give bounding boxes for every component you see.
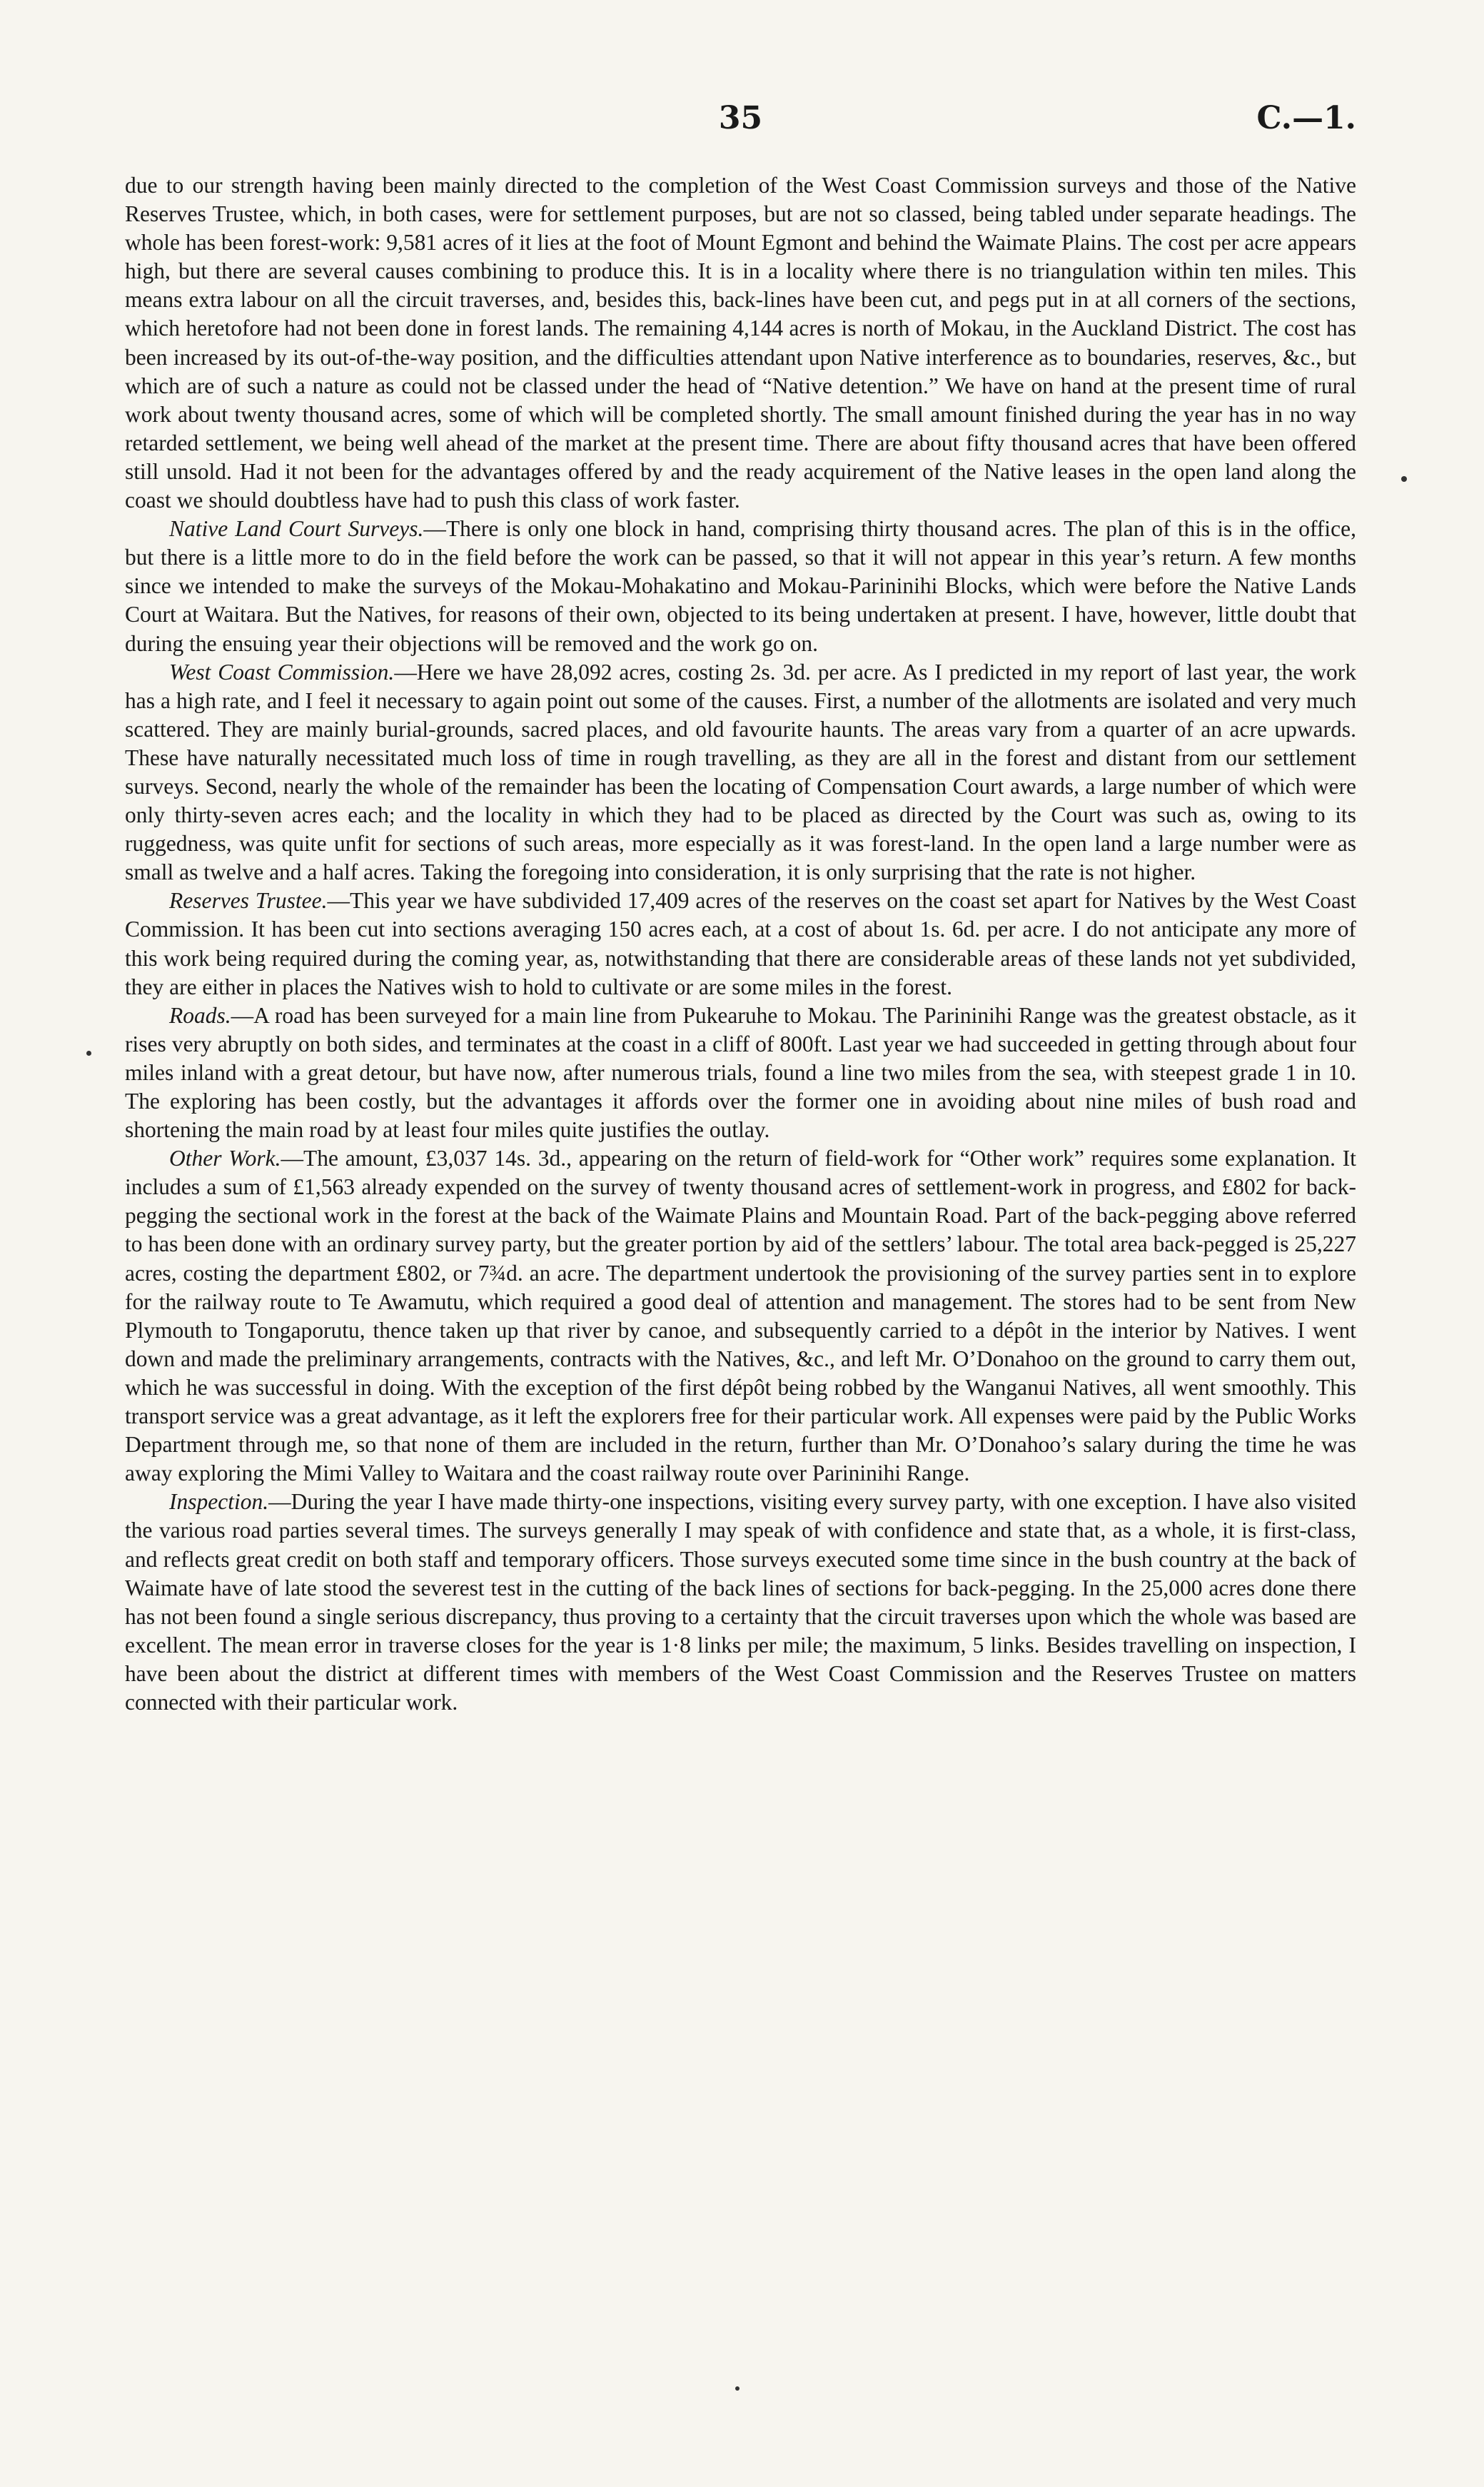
paragraph-heading: Reserves Trustee. — [169, 888, 328, 914]
paragraph-heading: Inspection. — [169, 1489, 269, 1515]
paragraph-heading: Native Land Court Surveys. — [169, 516, 424, 542]
paragraph-native-land-court-surveys — [125, 515, 1356, 657]
paragraph-text: due to our strength having been mainly directed to the completion of the West Coast Commission surveys and those of the Native Reserves Trustee, which, in both cases, were for settlement purposes, but are not so classed, being tabled under separate headings. The whole has been forest-work: 9,581 acres of it lies at the foot of Mount Egmont and behind the Waimate Plains. The cost per acre appears high, but there are several causes combining to produce this. It is in a locality where there is no triangulation within ten miles. This means extra labour on all the circuit traverses, and, besides this, back-lines have been cut, and pegs put in at all corners of the sections, which heretofore had not been done in forest lands. The remaining 4,144 acres is north of Mokau, in the Auckland District. The cost has been increased by its out-of-the-way position, and the difficulties attendant upon Native interference as to boundaries, reserves, &c., but which are of such a nature as could not be classed under the head of “Native detention.” We have on hand at the present time of rural work about twenty thousand acres, some of which will be completed shortly. The small amount finished during the year has in no way retarded settlement, we being well ahead of the market at the present time. There are about fifty thousand acres that have been offered still unsold. Had it not been for the advantages offered by and the ready acquirement of the Native leases in the open land along the coast we should doubtless have had to push this class of work faster. — [125, 173, 1356, 513]
paragraph-heading: West Coast Commission. — [169, 659, 395, 685]
paragraph-other-work — [125, 1144, 1356, 1488]
report-body — [125, 171, 1356, 1717]
paragraph-text: —There is only one block in hand, comprising thirty thousand acres. The plan of this is in the office, but there is a little more to do in the field before the work can be passed, so that it will not appear in this year’s return. A few months since we intended to make the surveys of the Mokau-Mohakatino and Mokau-Parininihi Blocks, which were before the Native Lands Court at Waitara. But the Natives, for reasons of their own, objected to its being undertaken at present. I have, however, little doubt that during the ensuing year their objections will be removed and the work go on. — [125, 516, 1356, 656]
paragraph-reserves-trustee — [125, 887, 1356, 1001]
scan-speck — [1401, 476, 1407, 482]
paragraph-inspection — [125, 1488, 1356, 1717]
paragraph-roads — [125, 1002, 1356, 1144]
paragraph-text: —A road has been surveyed for a main line from Pukearuhe to Mokau. The Parininihi Range was the greatest obstacle, as it rises very abruptly on both sides, and terminates at the coast in a cliff of 800ft. Last year we had succeeded in getting through about four miles inland with a great detour, but have now, after numerous trials, found a line two miles from the sea, with steepest grade 1 in 10. The exploring has been costly, but the advantages it affords over the former one in avoiding about nine miles of bush road and shortening the main road by at least four miles quite justifies the outlay. — [125, 1002, 1356, 1143]
scan-speck — [735, 2386, 740, 2391]
paragraph-text: —Here we have 28,092 acres, costing 2s. 3d. per acre. As I predicted in my report of last year, the work has a high rate, and I feel it necessary to again point out some of the causes. First, a number of the allotments are isolated and very much scattered. They are mainly burial-grounds, sacred places, and old favourite haunts. The areas vary from a quarter of an acre upwards. These have naturally necessitated much loss of time in rough travelling, as they are all in the forest and distant from our settlement surveys. Second, nearly the whole of the remainder has been the locating of Compensation Court awards, a large number of which were only thirty-seven acres each; and the locality in which they had to be placed as directed by the Court was such as, owing to its ruggedness, was quite unfit for sections of such areas, more especially as it was forest-land. In the open land a large number were as small as twelve and a half acres. Taking the foregoing into consideration, it is only surprising that the rate is not higher. — [125, 659, 1357, 885]
page-header — [125, 100, 1356, 143]
document-reference: C.—1. — [1256, 100, 1356, 136]
paragraph-text: —The amount, £3,037 14s. 3d., appearing on the return of field-work for “Other work” requires some explanation. It includes a sum of £1,563 already expended on the survey of twenty thousand acres of settlement-work in progress, and £802 for back-pegging the sectional work in the forest at the back of the Waimate Plains and Mountain Road. Part of the back-pegging above referred to has been done with an ordinary survey party, but the greater portion by aid of the settlers’ labour. The total area back-pegged is 25,227 acres, costing the department £802, or 7¾d. an acre. The department undertook the provisioning of the survey parties sent in to explore for the railway route to Te Awamutu, which required a good deal of attention and management. The stores had to be sent from New Plymouth to Tongaporutu, thence taken up that river by canoe, and subsequently carried to a dépôt in the interior by Natives. I went down and made the preliminary arrangements, contracts with the Natives, &c., and left Mr. O’Donahoo on the ground to carry them out, which he was successful in doing. With the exception of the first dépôt being robbed by the Wanganui Natives, all went smoothly. This transport service was a great advantage, as it left the explorers free for their particular work. All expenses were paid by the Public Works Department through me, so that none of them are included in the return, further than Mr. O’Donahoo’s salary during the time he was away exploring the Mimi Valley to Waitara and the coast railway route over Parininihi Range. — [125, 1146, 1357, 1486]
paragraph-text: —This year we have subdivided 17,409 acres of the reserves on the coast set apart for Natives by the West Coast Commission. It has been cut into sections averaging 150 acres each, at a cost of about 1s. 6d. per acre. I do not anticipate any more of this work being required during the coming year, as, notwithstanding that there are considerable areas of these lands not yet subdivided, they are either in places the Natives wish to hold to cultivate or are some miles in the forest. — [125, 888, 1356, 999]
paragraph-heading: Roads. — [169, 1002, 231, 1028]
scan-speck — [86, 1051, 91, 1056]
paragraph-west-coast-commission — [125, 658, 1356, 887]
page-number: 35 — [718, 100, 763, 136]
paragraph-continuation — [125, 171, 1356, 515]
paragraph-heading: Other Work. — [169, 1146, 281, 1171]
paragraph-text: —During the year I have made thirty-one inspections, visiting every survey party, with one exception. I have also visited the various road parties several times. The surveys generally I may speak of with confidence and state that, as a whole, it is first-class, and reflects great credit on both staff and temporary officers. Those surveys executed some time since in the bush country at the back of Waimate have of late stood the severest test in the cutting of the back lines of sections for back-pegging. In the 25,000 acres done there has not been found a single serious discrepancy, thus proving to a certainty that the circuit traverses upon which the whole was based are excellent. The mean error in traverse closes for the year is 1·8 links per mile; the maximum, 5 links. Besides travelling on inspection, I have been about the district at different times with members of the West Coast Commission and the Reserves Trustee on matters connected with their particular work. — [125, 1489, 1356, 1715]
